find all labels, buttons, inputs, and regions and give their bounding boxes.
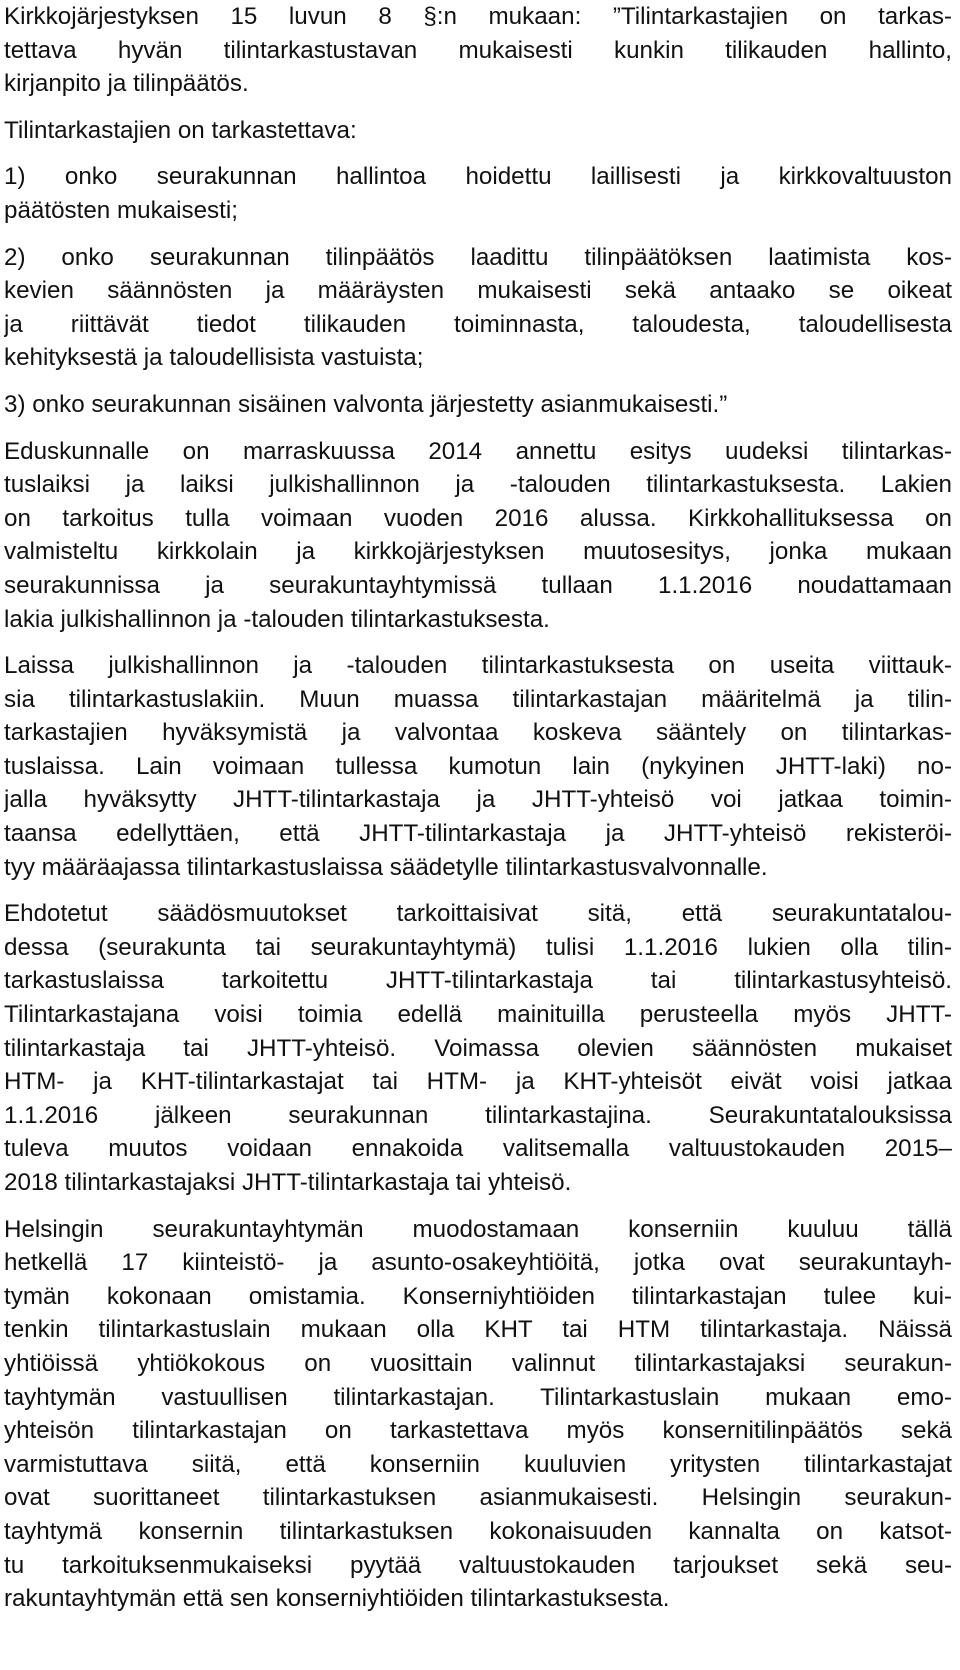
text-line: seurakunnissa ja seurakuntayhtymissä tullaan 1.1.2016 noudattamaan (4, 571, 952, 599)
text-line: tenkin tilintarkastuslain mukaan olla KHT tai HTM tilintarkastaja. Näissä (4, 1316, 952, 1344)
text-line: 2) onko seurakunnan tilinpäätös laadittu tilinpäätöksen laatimista kos- (4, 243, 952, 271)
paragraph-gap (4, 884, 952, 897)
text-line: tettava hyvän tilintarkastustavan mukaisesti kunkin tilikauden hallinto, (4, 36, 952, 64)
text-line: Kirkkojärjestyksen 15 luvun 8 §:n mukaan: ”Tilintarkastajien on tarkas- (4, 3, 952, 30)
paragraph-gap (4, 147, 952, 160)
paragraph-gap (4, 375, 952, 388)
text-line: rakuntayhtymän että sen konserniyhtiöiden tilintarkastuksesta. (4, 1585, 670, 1613)
paragraph-church-order-quote (4, 0, 952, 101)
paragraph-helsinki-group (4, 1213, 952, 1616)
text-line: lakia julkishallinnon ja -talouden tilintarkastuksesta. (4, 605, 550, 633)
text-line: tarkastajien hyväksymistä ja valvontaa koskeva sääntely on tilintarkas- (4, 719, 952, 747)
text-line: tayhtymän vastuullisen tilintarkastajan. Tilintarkastuslain mukaan emo- (4, 1383, 952, 1411)
text-line: Tilintarkastajana voisi toimia edellä mainituilla perusteella myös JHTT- (4, 1001, 952, 1029)
text-line: päätösten mukaisesti; (4, 196, 238, 224)
text-line: 1) onko seurakunnan hallintoa hoidettu laillisesti ja kirkkovaltuuston (4, 163, 952, 191)
paragraph-public-audit-law (4, 649, 952, 884)
text-line: Ehdotetut säädösmuutokset tarkoittaisivat sitä, että seurakuntatalou- (4, 900, 952, 928)
text-line: tuleva muutos voidaan ennakoida valitsemalla valtuustokauden 2015– (4, 1135, 952, 1163)
text-line: tuslaiksi ja laiksi julkishallinnon ja -talouden tilintarkastuksesta. Lakien (4, 471, 952, 499)
text-line: tilintarkastaja tai JHTT-yhteisö. Voimassa olevien säännösten mukaiset (4, 1034, 952, 1062)
text-line: jalla hyväksytty JHTT-tilintarkastaja ja JHTT-yhteisö voi jatkaa toimin- (4, 786, 952, 814)
paragraph-gap (4, 228, 952, 241)
text-line: dessa (seurakunta tai seurakuntayhtymä) tulisi 1.1.2016 lukien olla tilin- (4, 933, 952, 961)
document-page (4, 0, 952, 1616)
text-line: kehityksestä ja taloudellisista vastuista; (4, 344, 424, 372)
text-line: tymän kokonaan omistamia. Konserniyhtiöiden tilintarkastajan tulee kui- (4, 1282, 952, 1310)
text-line: hetkellä 17 kiinteistö- ja asunto-osakeyhtiöitä, jotka ovat seurakuntayh- (4, 1249, 952, 1277)
text-line: 2018 tilintarkastajaksi JHTT-tilintarkastaja tai yhteisö. (4, 1169, 572, 1196)
text-line: valmisteltu kirkkolain ja kirkkojärjestyksen muutosesitys, jonka mukaan (4, 538, 952, 566)
text-line: Helsingin seurakuntayhtymän muodostamaan konserniin kuuluu tällä (4, 1215, 952, 1243)
text-line: yhteisön tilintarkastajan on tarkastettava myös konsernitilinpäätös sekä (4, 1417, 952, 1445)
text-line: 1.1.2016 jälkeen seurakunnan tilintarkastajina. Seurakuntatalouksissa (4, 1101, 952, 1129)
text-line: Eduskunnalle on marraskuussa 2014 annettu esitys uudeksi tilintarkas- (4, 437, 952, 465)
text-line: kirjanpito ja tilinpäätös. (4, 70, 249, 98)
text-line: ovat suorittaneet tilintarkastuksen asianmukaisesti. Helsingin seurakun- (4, 1484, 952, 1512)
text-line: tayhtymä konsernin tilintarkastuksen kokonaisuuden kannalta on katsot- (4, 1517, 952, 1545)
paragraph-parliament-proposal (4, 435, 952, 637)
text-line: Tilintarkastajien on tarkastettava: (4, 116, 357, 144)
text-line: tu tarkoituksenmukaiseksi pyytää valtuustokauden tarjoukset sekä seu- (4, 1551, 952, 1579)
list-item-1 (4, 160, 952, 227)
text-line: HTM- ja KHT-tilintarkastajat tai HTM- ja KHT-yhteisöt eivät voisi jatkaa (4, 1068, 952, 1096)
text-line: tyy määräajassa tilintarkastuslaissa säädetylle tilintarkastusvalvonnalle. (4, 853, 768, 881)
text-line: Laissa julkishallinnon ja -talouden tilintarkastuksesta on useita viittauk- (4, 652, 952, 680)
paragraph-gap (4, 1200, 952, 1213)
text-line: ja riittävät tiedot tilikauden toiminnasta, taloudesta, taloudellisesta (4, 310, 952, 338)
paragraph-proposed-changes (4, 897, 952, 1199)
text-line: yhtiöissä yhtiökokous on vuosittain valinnut tilintarkastajaksi seurakun- (4, 1349, 952, 1377)
text-line: tarkastuslaissa tarkoitettu JHTT-tilintarkastaja tai tilintarkastusyhteisö. (4, 967, 952, 995)
paragraph-auditors-must-check (4, 114, 952, 148)
list-item-2 (4, 241, 952, 375)
text-line: on tarkoitus tulla voimaan vuoden 2016 alussa. Kirkkohallituksessa on (4, 504, 952, 532)
text-line: taansa edellyttäen, että JHTT-tilintarkastaja ja JHTT-yhteisö rekisteröi- (4, 820, 952, 848)
text-line: varmistuttava siitä, että konserniin kuuluvien yritysten tilintarkastajat (4, 1450, 952, 1478)
paragraph-gap (4, 101, 952, 114)
text-line: sia tilintarkastuslakiin. Muun muassa tilintarkastajan määritelmä ja tilin- (4, 685, 952, 713)
text-line: 3) onko seurakunnan sisäinen valvonta järjestetty asianmukaisesti.” (4, 390, 728, 418)
list-item-3 (4, 388, 952, 422)
paragraph-gap (4, 636, 952, 649)
text-line: kevien säännösten ja määräysten mukaisesti sekä antaako se oikeat (4, 277, 952, 305)
text-line: tuslaissa. Lain voimaan tullessa kumotun lain (nykyinen JHTT-laki) no- (4, 752, 952, 780)
paragraph-gap (4, 422, 952, 435)
